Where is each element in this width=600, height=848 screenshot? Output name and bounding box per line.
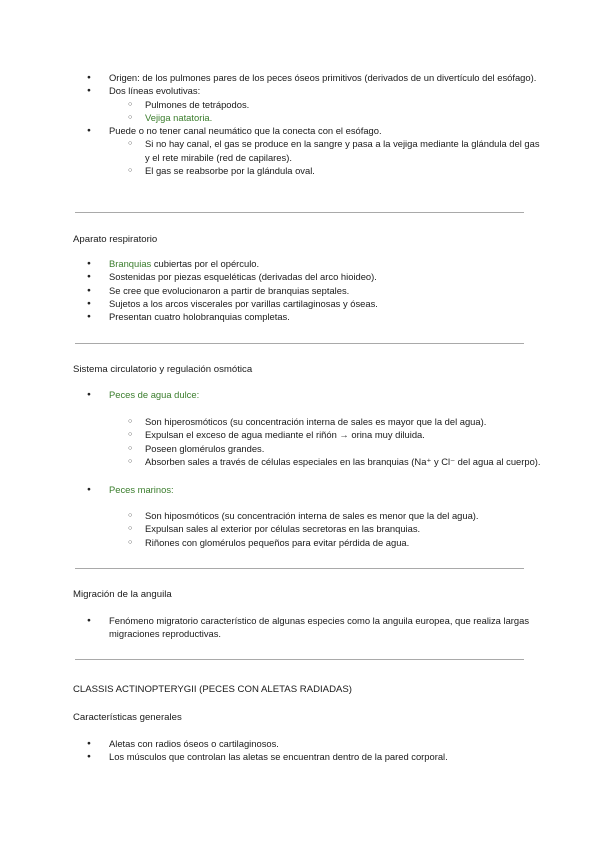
list-item-visceral-arches: ● Sujetos a los arcos viscerales por varillas cartilaginosas y óseas. bbox=[71, 297, 564, 310]
list-item-migration: ● Fenómeno migratorio característico de algunas especies como la anguila europea, que realiza largas migraciones reproductivas. bbox=[71, 614, 564, 641]
sub-item-salt-secretion: ○ Expulsan sales al exterior por células secretoras en las branquias. bbox=[128, 522, 543, 535]
eel-migration-section bbox=[0, 614, 600, 641]
general-features-section bbox=[0, 737, 600, 764]
respiratory-section bbox=[0, 257, 600, 323]
freshwater-fish-label: ● Peces de agua dulce: bbox=[71, 388, 564, 401]
swim-bladder-section bbox=[0, 71, 600, 177]
list-item-fin-rays: ● Aletas con radios óseos o cartilaginosos. bbox=[71, 737, 564, 750]
bullet-list bbox=[0, 257, 600, 323]
circulatory-heading: Sistema circulatorio y regulación osmótica bbox=[73, 364, 253, 375]
divider bbox=[75, 568, 524, 569]
sub-item-salt-absorption: ○ Absorben sales a través de células especiales en las branquias (Na⁺ y Cl⁻ del agua al cuerpo). bbox=[128, 455, 543, 468]
sub-item-oval-gland: ○ El gas se reabsorbe por la glándula oval. bbox=[128, 164, 543, 177]
list-item-septal-origin: ● Se cree que evolucionaron a partir de branquias septales. bbox=[71, 284, 564, 297]
respiratory-heading: Aparato respiratorio bbox=[73, 234, 158, 245]
sub-item-gas-gland: ○ Si no hay canal, el gas se produce en la sangre y pasa a la vejiga mediante la glándula del gas y el rete mirabile (red de capilares). bbox=[128, 137, 543, 164]
bullet-list bbox=[0, 614, 600, 641]
sub-item-large-glomeruli: ○ Poseen glomérulos grandes. bbox=[128, 442, 543, 455]
sub-item-swim-bladder: ○ Vejiga natatoria. bbox=[128, 111, 543, 124]
divider bbox=[75, 212, 524, 213]
bullet-list bbox=[0, 509, 600, 549]
freshwater-label-block bbox=[0, 388, 600, 401]
bullet-list bbox=[0, 415, 600, 468]
eel-migration-heading: Migración de la anguila bbox=[73, 589, 172, 600]
sub-item-tetrapod-lungs: ○ Pulmones de tetrápodos. bbox=[128, 98, 543, 111]
list-item-gills bbox=[71, 257, 564, 270]
sub-item-hyposmotic: ○ Son hiposmóticos (su concentración interna de sales es menor que la del agua). bbox=[128, 509, 543, 522]
gills-term: Branquias bbox=[109, 258, 152, 269]
list-item-pneumatic-duct: ● Puede o no tener canal neumático que la conecta con el esófago. bbox=[71, 124, 564, 137]
divider bbox=[75, 659, 524, 660]
sub-item-hyperosmotic: ○ Son hiperosmóticos (su concentración interna de sales es mayor que la del agua). bbox=[128, 415, 543, 428]
list-item-skeletal-support: ● Sostenidas por piezas esqueléticas (derivadas del arco hioideo). bbox=[71, 270, 564, 283]
general-features-heading: Características generales bbox=[73, 712, 182, 723]
bullet-list bbox=[0, 71, 600, 177]
marine-fish-label: ● Peces marinos: bbox=[71, 483, 564, 496]
list-item-fin-muscles: ● Los músculos que controlan las aletas se encuentran dentro de la pared corporal. bbox=[71, 750, 564, 763]
marine-section bbox=[0, 509, 600, 549]
gills-description: cubiertas por el opérculo. bbox=[151, 258, 260, 269]
divider bbox=[75, 343, 524, 344]
list-item-holobranchs: ● Presentan cuatro holobranquias completas. bbox=[71, 310, 564, 323]
sub-item-small-glomeruli: ○ Riñones con glomérulos pequeños para evitar pérdida de agua. bbox=[128, 536, 543, 549]
freshwater-section bbox=[0, 415, 600, 468]
list-item-origin: ● Origen: de los pulmones pares de los peces óseos primitivos (derivados de un divertículo del esófago). bbox=[71, 71, 564, 84]
sub-item-dilute-urine: ○ Expulsan el exceso de agua mediante el riñón → orina muy diluida. bbox=[128, 428, 543, 441]
marine-label-block bbox=[0, 483, 600, 496]
list-item-evolutionary-lines: ● Dos líneas evolutivas: bbox=[71, 84, 564, 97]
bullet-list bbox=[0, 737, 600, 764]
classis-heading: CLASSIS ACTINOPTERYGII (PECES CON ALETAS RADIADAS) bbox=[73, 684, 352, 695]
